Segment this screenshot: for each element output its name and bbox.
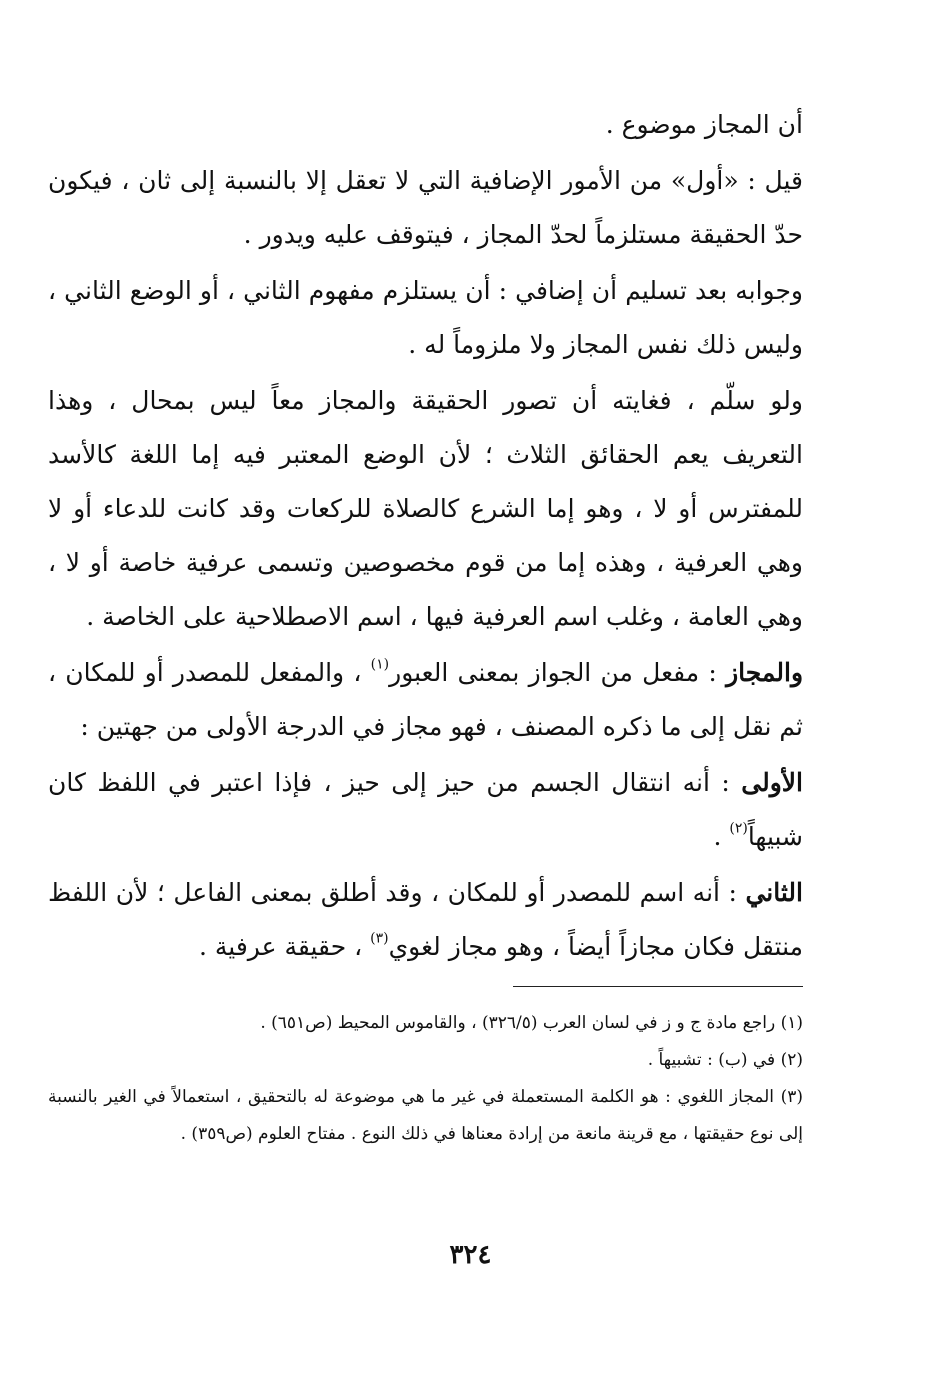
paragraph-6-text-b: .	[713, 822, 722, 851]
paragraph-5-text-b: ، والمفعل للمصدر أو للمكان ، ثم نقل إلى ما ذكره المصنف ، فهو مجاز في الدرجة الأولى من جهتين :	[48, 658, 803, 741]
paragraph-7-text-a: : أنه اسم للمصدر أو للمكان ، وقد أطلق بمعنى الفاعل ؛ لأن اللفظ منتقل فكان مجازاً أيضاً ، وهو مجاز لغوي	[48, 878, 803, 961]
term-majaz: والمجاز	[726, 658, 804, 687]
main-text	[48, 98, 803, 974]
paragraph-6-text-a: : أنه انتقال الجسم من حيز إلى حيز ، فإذا اعتبر في اللفظ كان شبيهاً	[48, 768, 803, 851]
footnote-ref-3[interactable]: (٣)	[370, 930, 389, 947]
footnotes	[48, 1005, 803, 1153]
footnote-1: (١) راجع مادة ج و ز في لسان العرب (٣٢٦/٥) ، والقاموس المحيط (ص٦٥١) .	[260, 1013, 803, 1033]
paragraph-4: ولو سلّم ، فغايته أن تصور الحقيقة والمجاز معاً ليس بمحال ، وهذا التعريف يعم الحقائق الثلاث ؛ لأن الوضع المعتبر فيه إما اللغة كالأسد للمفترس أو لا ، وهو إما الشرع كالصلاة للركعات وقد كانت للدعاء أو لا وهي العرفية ، وهذه إما من قوم مخصوصين وتسمى عرفية خاصة أو لا ، وهي العامة ، وغلب اسم العرفية فيها ، اسم الاصطلاحية على الخاصة .	[48, 386, 803, 631]
term-second: الثاني	[745, 878, 803, 907]
footnote-2: (٢) في (ب) : تشبيهاً .	[647, 1050, 803, 1070]
paragraph-7	[48, 866, 803, 974]
paragraph-7-text-b: ، حقيقة عرفية .	[199, 932, 363, 961]
paragraph-5-text-a: : مفعل من الجواز بمعنى العبور	[389, 658, 717, 687]
paragraph-3: وجوابه بعد تسليم أن إضافي : أن يستلزم مفهوم الثاني ، أو الوضع الثاني ، وليس ذلك نفس المجاز ولا ملزوماً له .	[48, 276, 803, 359]
paragraph-6	[48, 756, 803, 864]
term-first: الأولى	[741, 768, 803, 797]
footnote-ref-2[interactable]: (٢)	[729, 820, 748, 837]
paragraph-5	[48, 646, 803, 754]
footnote-divider	[513, 986, 803, 987]
page-number: ٣٢٤	[449, 1240, 492, 1270]
footnote-ref-1[interactable]: (١)	[370, 656, 390, 673]
paragraph-1: أن المجاز موضوع .	[605, 110, 803, 139]
footnote-3: (٣) المجاز اللغوي : هو الكلمة المستعملة في غير ما هي موضوعة له بالتحقيق ، استعمالاً في الغير بالنسبة إلى نوع حقيقتها ، مع قرينة مانعة من إرادة معناها في ذلك النوع . مفتاح العلوم (ص٣٥٩) .	[48, 1087, 803, 1144]
paragraph-2: قيل : «أول» من الأمور الإضافية التي لا تعقل إلا بالنسبة إلى ثان ، فيكون حدّ الحقيقة مستلزماً لحدّ المجاز ، فيتوقف عليه ويدور .	[48, 166, 803, 249]
